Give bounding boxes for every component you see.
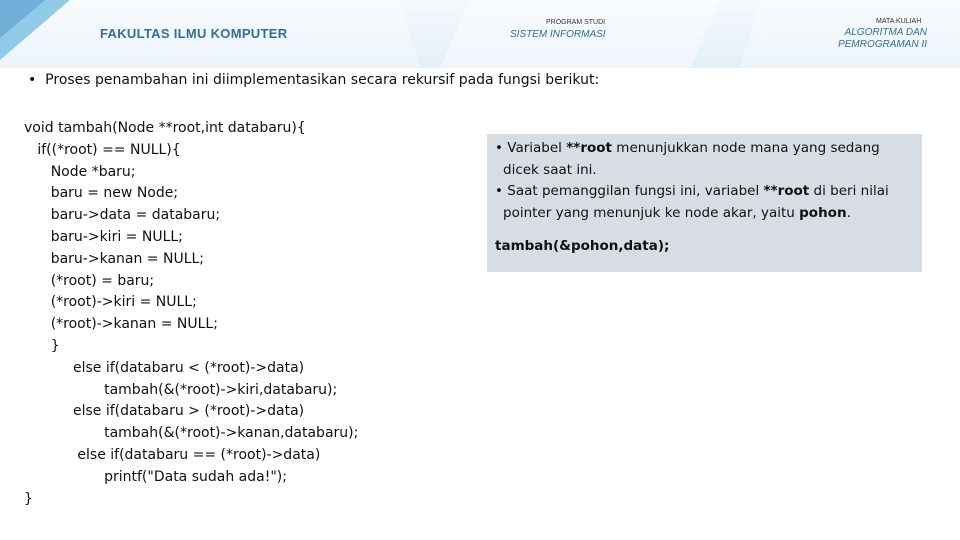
intro-text: Proses penambahan ini diimplementasikan secara rekursif pada fungsi berikut: — [45, 72, 600, 88]
note-bold: **root — [566, 140, 612, 156]
note-item-1: • Variabel **root menunjukkan node mana yang sedang dicek saat ini. — [495, 138, 914, 181]
note-text: pointer yang menunjuk ke node akar, yaitu — [503, 204, 800, 221]
note-bold: pohon — [799, 204, 847, 221]
code-line: else if(databaru < (*root)->data) — [24, 359, 305, 376]
intro-bullet — [28, 72, 599, 88]
code-line: if((*root) == NULL){ — [24, 141, 181, 158]
code-line: baru->data = databaru; — [24, 207, 221, 224]
code-line: baru->kiri = NULL; — [24, 228, 183, 245]
code-line: void tambah(Node **root,int databaru){ — [24, 120, 306, 136]
note-text: di beri nilai — [809, 183, 889, 199]
note-text: . — [846, 204, 851, 221]
note-bold: **root — [763, 183, 810, 199]
code-line: (*root) = baru; — [24, 272, 155, 289]
code-line: else if(databaru == (*root)->data) — [24, 446, 321, 463]
course-name-line2: PEMROGRAMAN II — [838, 39, 927, 50]
code-line: printf("Data sudah ada!"); — [24, 468, 287, 485]
note-item-2: • Saat pemanggilan fungsi ini, variabel **root di beri nilai pointer yang menunjuk ke node akar, yaitu pohon. — [495, 183, 889, 221]
function-call: tambah(&pohon,data); — [495, 238, 670, 254]
note-text: dicek saat ini. — [503, 161, 597, 178]
code-line: } — [24, 337, 60, 354]
code-line: tambah(&(*root)->kiri,databaru); — [24, 381, 338, 398]
code-line: (*root)->kanan = NULL; — [24, 316, 218, 333]
code-line: Node *baru; — [24, 163, 136, 180]
course-label: MATA KULIAH — [876, 18, 922, 25]
program-name: SISTEM INFORMASI — [510, 29, 606, 40]
faculty-name: FAKULTAS ILMU KOMPUTER — [100, 26, 288, 41]
code-line: else if(databaru > (*root)->data) — [24, 403, 305, 420]
code-line: } — [24, 490, 33, 507]
header-banner — [0, 0, 960, 68]
code-line: (*root)->kiri = NULL; — [24, 294, 197, 311]
course-name-line1: ALGORITMA DAN — [844, 27, 927, 38]
note-text: Saat pemanggilan fungsi ini, variabel — [507, 183, 764, 199]
bullet-symbol: • — [28, 72, 37, 88]
code-line: baru->kanan = NULL; — [24, 250, 205, 267]
code-line: tambah(&(*root)->kanan,databaru); — [24, 425, 359, 442]
program-label: PROGRAM STUDI — [546, 19, 606, 26]
code-line: baru = new Node; — [24, 185, 179, 202]
code-block — [24, 118, 358, 510]
note-text: menunjukkan node mana yang sedang — [612, 140, 880, 156]
explanation-box — [487, 134, 922, 272]
note-text: Variabel — [507, 140, 567, 156]
